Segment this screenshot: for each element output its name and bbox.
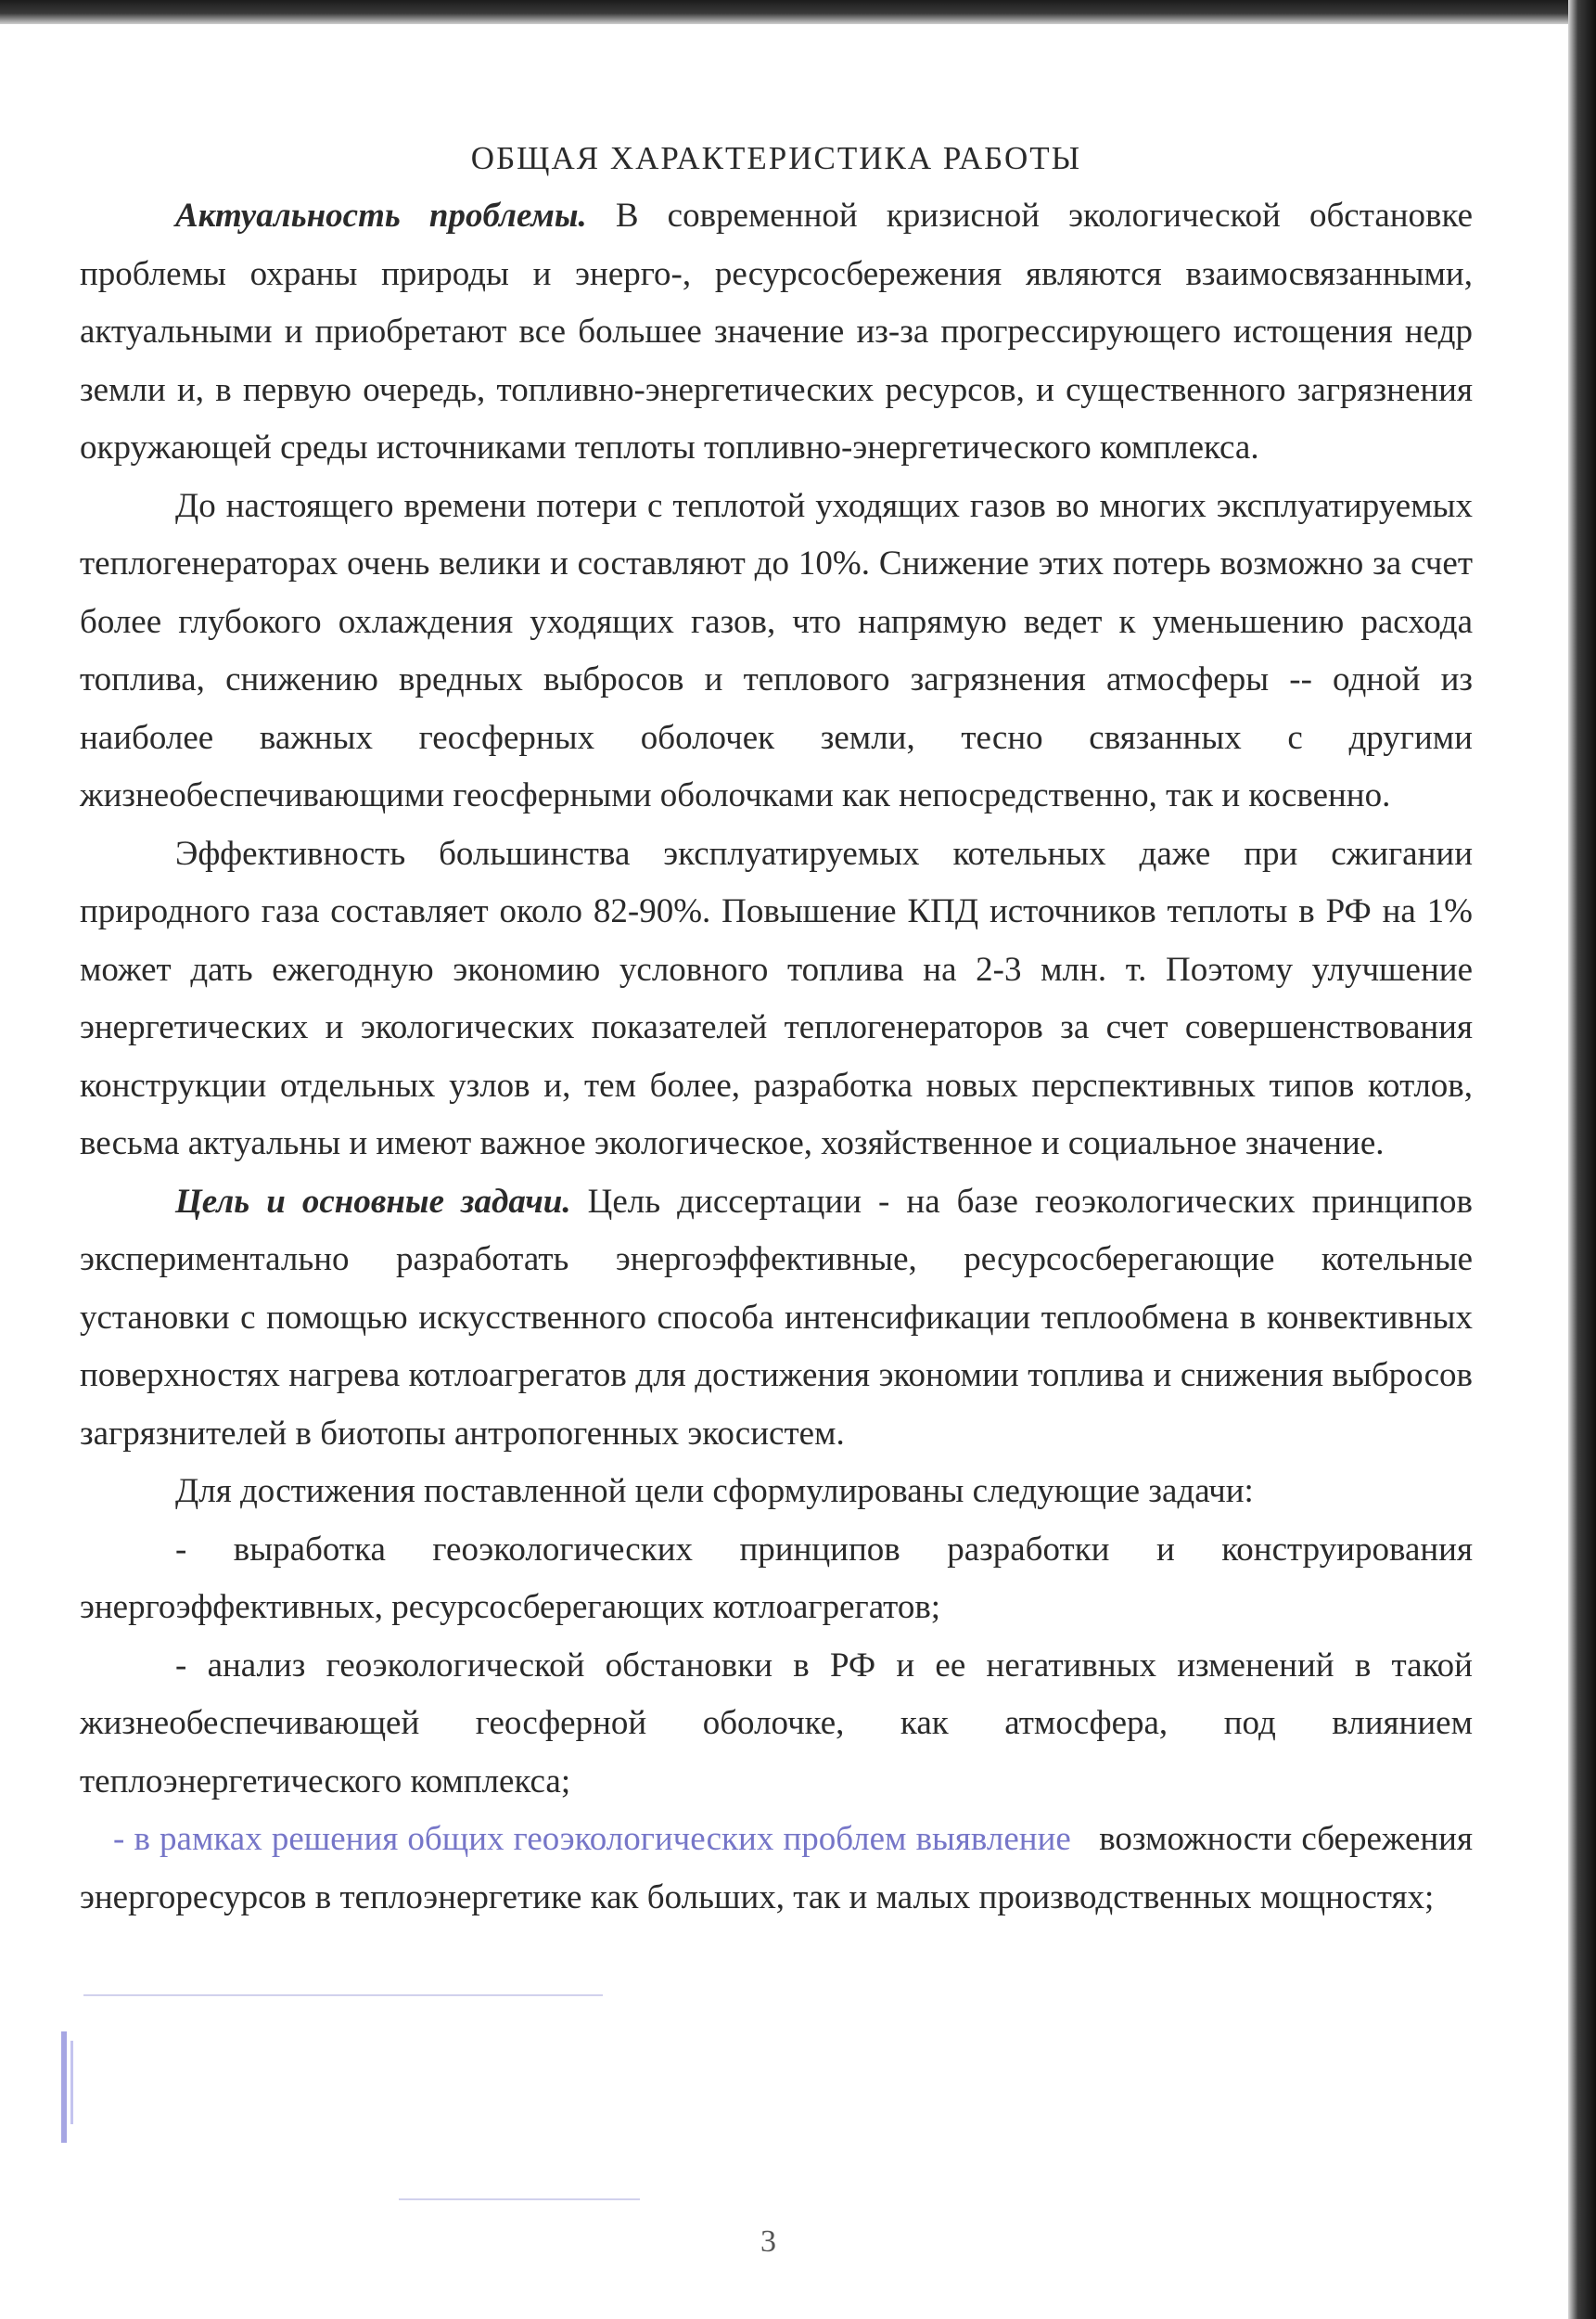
task-3-rest: возможности сбережения энергоресурсов в теплоэнергетике как больших, так и малых производственных мощностях; <box>80 1820 1474 1916</box>
relevance-heading: Актуальность проблемы. <box>175 197 587 235</box>
page-title: ОБЩАЯ ХАРАКТЕРИСТИКА РАБОТЫ <box>470 140 1082 176</box>
paragraph-losses: До настоящего времени потери с теплотой уходящих газов во многих эксплуатируемых теплогенераторах очень велики и составляют до 10%. Снижение этих потерь возможно за счет более глубокого охлаждения уходящих газов, что напрямую ведет к уменьшению расхода топлива, снижению вредных выбросов и теплового загрязнения атмосферы -- одной из наиболее важных геосферных оболочек земли, тесно связанных с другими жизнеобеспечивающими геосферными оболочками как непосредственно, так и косвенно. <box>80 486 1473 814</box>
goal-heading: Цель и основные задачи. <box>175 1182 571 1221</box>
task-3-highlighted: - в рамках решения общих геоэкологических проблем выявление <box>113 1820 1071 1858</box>
scan-border-top <box>0 0 1596 24</box>
stamp-mark <box>61 2031 67 2143</box>
page-number: 3 <box>760 2224 776 2259</box>
relevance-text: В современной кризисной экологической обстановке проблемы охраны природы и энерго-, ресурсосбережения являются взаимосвязанными, актуальными и приобретают все большее значение из-за прогрессирующего истощения недр земли и, в первую очередь, топливно-энергетических ресурсов, и существенного загрязнения окружающей среды источниками теплоты топливно-энергетического комплекса. <box>80 197 1473 467</box>
stamp-line <box>83 1994 603 1996</box>
task-item-1: - выработка геоэкологических принципов разработки и конструирования энергоэффективных, ресурсосберегающих котлоагрегатов; <box>80 1530 1473 1626</box>
paragraph-relevance <box>80 187 1473 478</box>
body-text <box>80 187 1473 1927</box>
goal-text: Цель диссертации - на базе геоэкологических принципов экспериментально разработать энергоэффективные, ресурсосберегающие котельные установки с помощью искусственного способа интенсификации теплообмена в конвективных поверхностях нагрева котлоагрегатов для достижения экономии топлива и снижения выбросов загрязнителей в биотопы антропогенных экосистем. <box>80 1182 1473 1453</box>
stamp-line <box>399 2198 640 2200</box>
paragraph-efficiency: Эффективность большинства эксплуатируемых котельных даже при сжигании природного газа составляет около 82-90%. Повышение КПД источников теплоты в РФ на 1% может дать ежегодную экономию условного топлива на 2-3 млн. т. Поэтому улучшение энергетических и экологических показателей теплогенераторов за счет совершенствования конструкции отдельных узлов и, тем более, разработка новых перспективных типов котлов, весьма актуальны и имеют важное экологическое, хозяйственное и социальное значение. <box>80 834 1473 1162</box>
stamp-mark-secondary <box>70 2041 73 2124</box>
task-item-2: - анализ геоэкологической обстановки в РФ и ее негативных изменений в такой жизнеобеспечивающей геосферной оболочке, как атмосфера, под влиянием теплоэнергетического комплекса; <box>80 1646 1473 1800</box>
tasks-intro: Для достижения поставленной цели сформулированы следующие задачи: <box>175 1472 1254 1510</box>
scan-border-right <box>1568 0 1596 2319</box>
paragraph-goal <box>80 1173 1473 1464</box>
task-item-3 <box>80 1811 1473 1927</box>
